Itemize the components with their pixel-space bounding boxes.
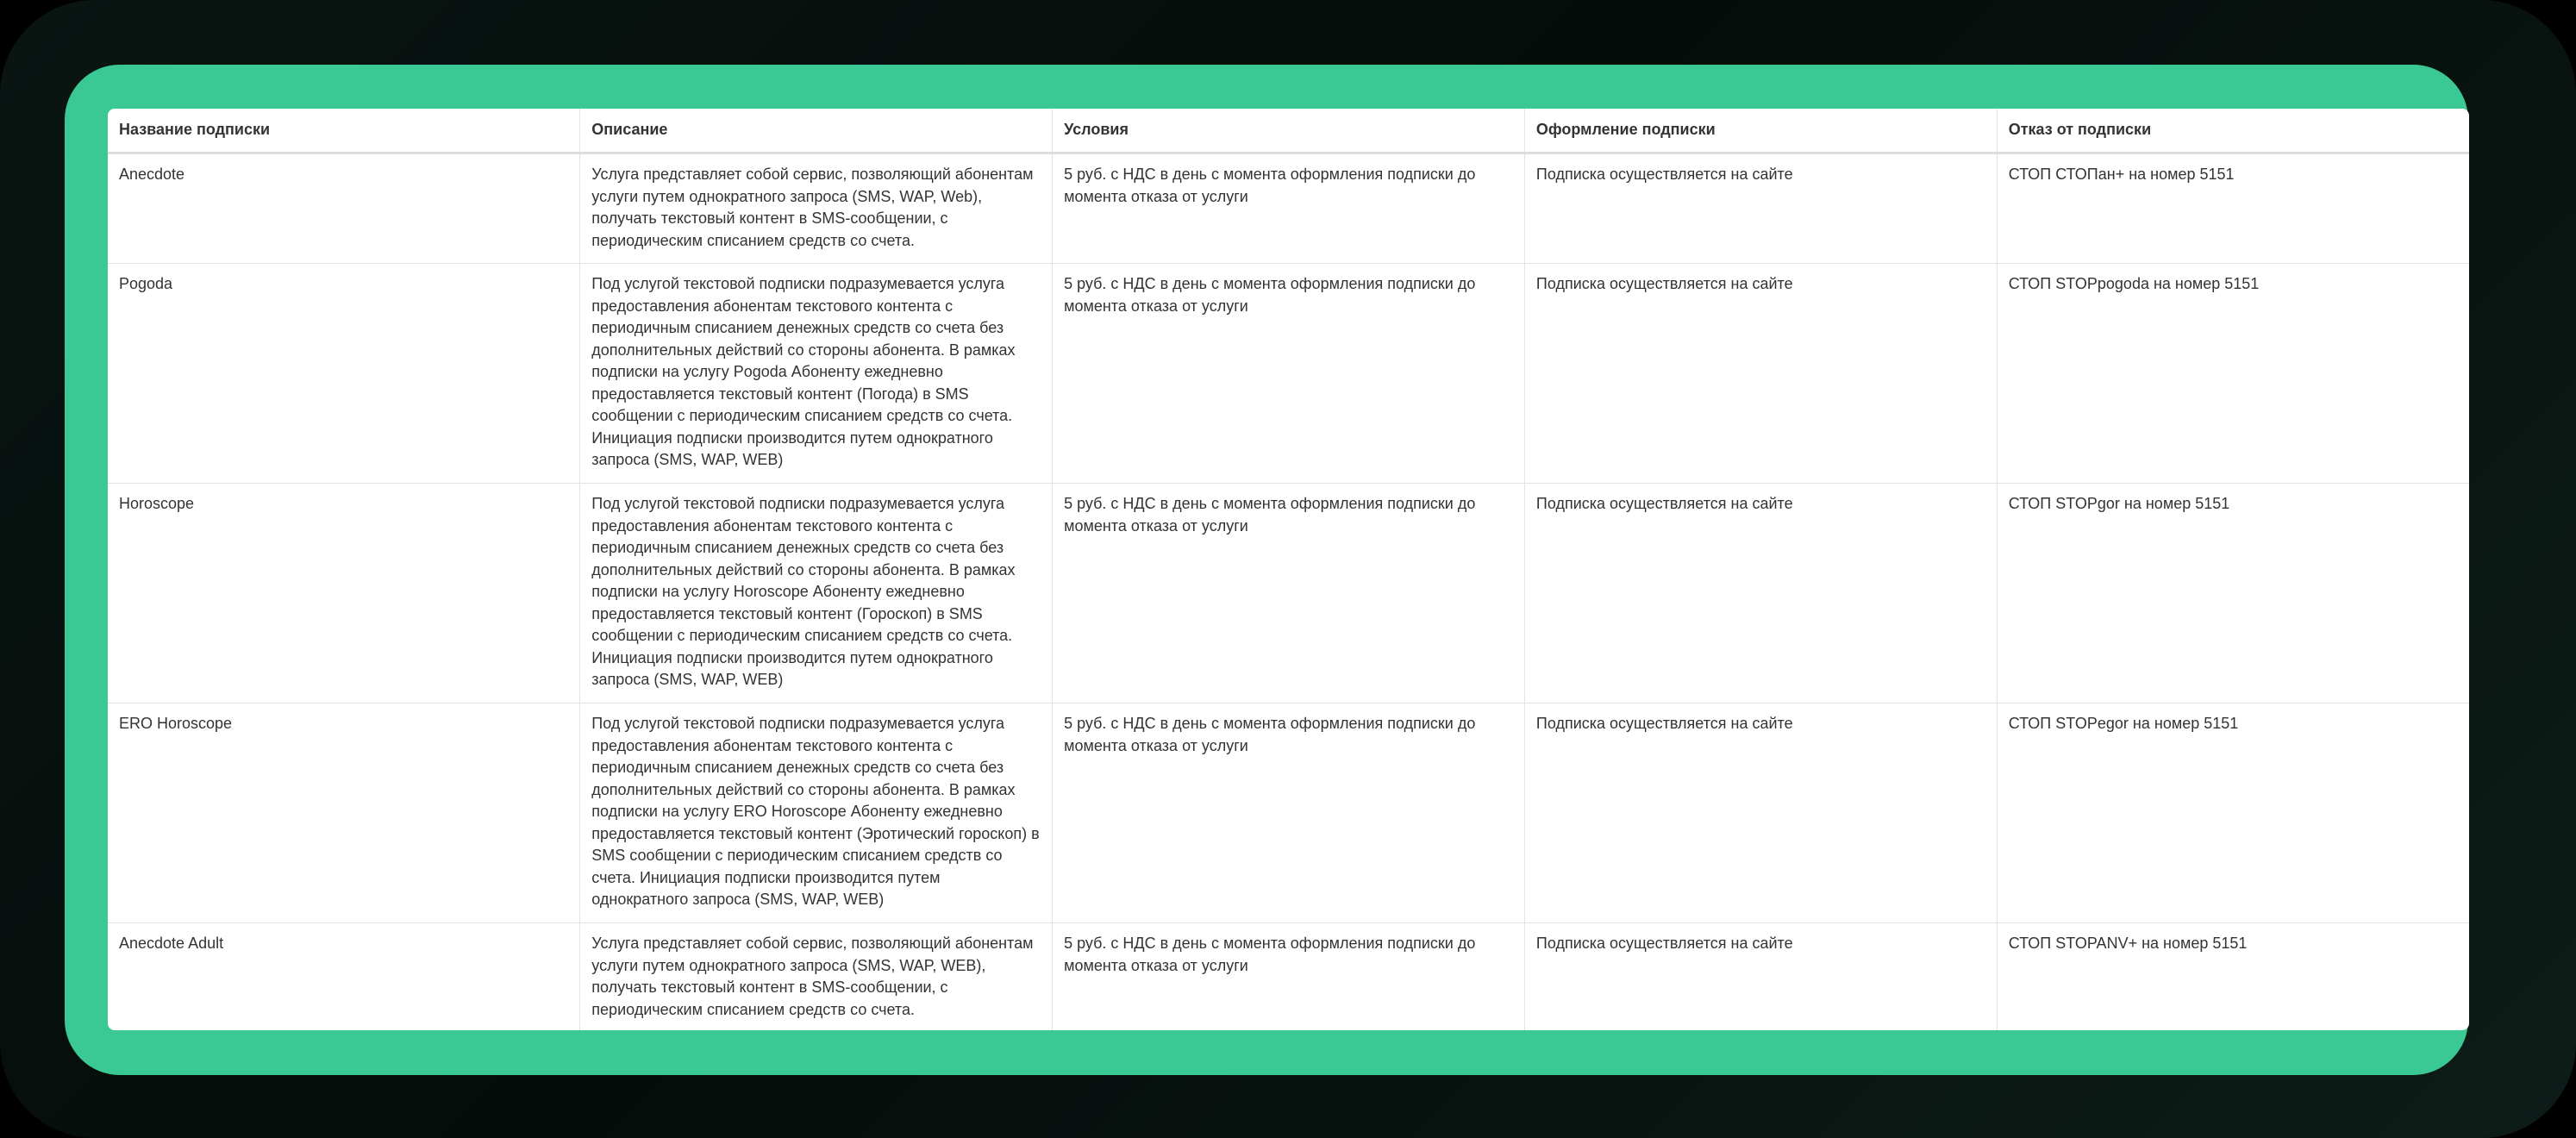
cell-conditions: 5 руб. с НДС в день с момента оформления подписки до момента отказа от услуги <box>1053 153 1525 264</box>
table-row <box>108 484 2469 703</box>
cell-unsubscribe: СТОП STOPegor на номер 5151 <box>1997 703 2469 923</box>
header-description: Описание <box>580 109 1053 153</box>
content-panel <box>65 65 2468 1075</box>
cell-description: Под услугой текстовой подписки подразумевается услуга предоставления абонентам текстового контента с периодичным списанием денежных средств со счета без дополнительных действий со стороны абонента. В рамках подписки на услугу Horoscope Абоненту ежедневно предоставляется текстовый контент (Гороскоп) в SMS сообщении с периодическим списанием средств со счета. Инициация подписки производится путем однократного запроса (SMS, WAP, WEB) <box>580 484 1053 703</box>
cell-description: Услуга представляет собой сервис, позволяющий абонентам услуги путем однократного запроса (SMS, WAP, Web), получать текстовый контент в SMS-сообщении, с периодическим списанием средств со счета. <box>580 153 1053 264</box>
table-row <box>108 264 2469 484</box>
cell-subscription-name: Horoscope <box>108 484 580 703</box>
header-subscription-name: Название подписки <box>108 109 580 153</box>
cell-subscribe: Подписка осуществляется на сайте <box>1524 153 1997 264</box>
cell-conditions: 5 руб. с НДС в день с момента оформления подписки до момента отказа от услуги <box>1053 484 1525 703</box>
cell-conditions: 5 руб. с НДС в день с момента оформления подписки до момента отказа от услуги <box>1053 923 1525 1031</box>
cell-subscribe: Подписка осуществляется на сайте <box>1524 484 1997 703</box>
header-unsubscribe: Отказ от подписки <box>1997 109 2469 153</box>
cell-unsubscribe: СТОП STOPgor на номер 5151 <box>1997 484 2469 703</box>
cell-subscribe: Подписка осуществляется на сайте <box>1524 923 1997 1031</box>
header-conditions: Условия <box>1053 109 1525 153</box>
cell-unsubscribe: СТОП STOPpogoda на номер 5151 <box>1997 264 2469 484</box>
cell-unsubscribe: СТОП STOPANV+ на номер 5151 <box>1997 923 2469 1031</box>
cell-description: Под услугой текстовой подписки подразумевается услуга предоставления абонентам текстового контента с периодичным списанием денежных средств со счета без дополнительных действий со стороны абонента. В рамках подписки на услугу ERO Horoscope Абоненту ежедневно предоставляется текстовый контент (Эротический гороскоп) в SMS сообщении с периодическим списанием средств со счета. Инициация подписки производится путем однократного запроса (SMS, WAP, WEB) <box>580 703 1053 923</box>
subscriptions-table <box>108 109 2469 1030</box>
cell-subscription-name: ERO Horoscope <box>108 703 580 923</box>
cell-subscribe: Подписка осуществляется на сайте <box>1524 264 1997 484</box>
table-row <box>108 923 2469 1031</box>
cell-conditions: 5 руб. с НДС в день с момента оформления подписки до момента отказа от услуги <box>1053 264 1525 484</box>
table-row <box>108 703 2469 923</box>
table-header-row <box>108 109 2469 153</box>
cell-subscription-name: Anecdote Adult <box>108 923 580 1031</box>
cell-subscription-name: Anecdote <box>108 153 580 264</box>
cell-description: Под услугой текстовой подписки подразумевается услуга предоставления абонентам текстового контента с периодичным списанием денежных средств со счета без дополнительных действий со стороны абонента. В рамках подписки на услугу Pogoda Абоненту ежедневно предоставляется текстовый контент (Погода) в SMS сообщении с периодическим списанием средств со счета. Инициация подписки производится путем однократного запроса (SMS, WAP, WEB) <box>580 264 1053 484</box>
table-row <box>108 153 2469 264</box>
cell-conditions: 5 руб. с НДС в день с момента оформления подписки до момента отказа от услуги <box>1053 703 1525 923</box>
subscriptions-table-card <box>108 109 2469 1030</box>
cell-subscribe: Подписка осуществляется на сайте <box>1524 703 1997 923</box>
cell-description: Услуга представляет собой сервис, позволяющий абонентам услуги путем однократного запроса (SMS, WAP, WEB), получать текстовый контент в SMS-сообщении, с периодическим списанием средств со счета. <box>580 923 1053 1031</box>
cell-unsubscribe: СТОП СТОПан+ на номер 5151 <box>1997 153 2469 264</box>
header-subscribe: Оформление подписки <box>1524 109 1997 153</box>
cell-subscription-name: Pogoda <box>108 264 580 484</box>
